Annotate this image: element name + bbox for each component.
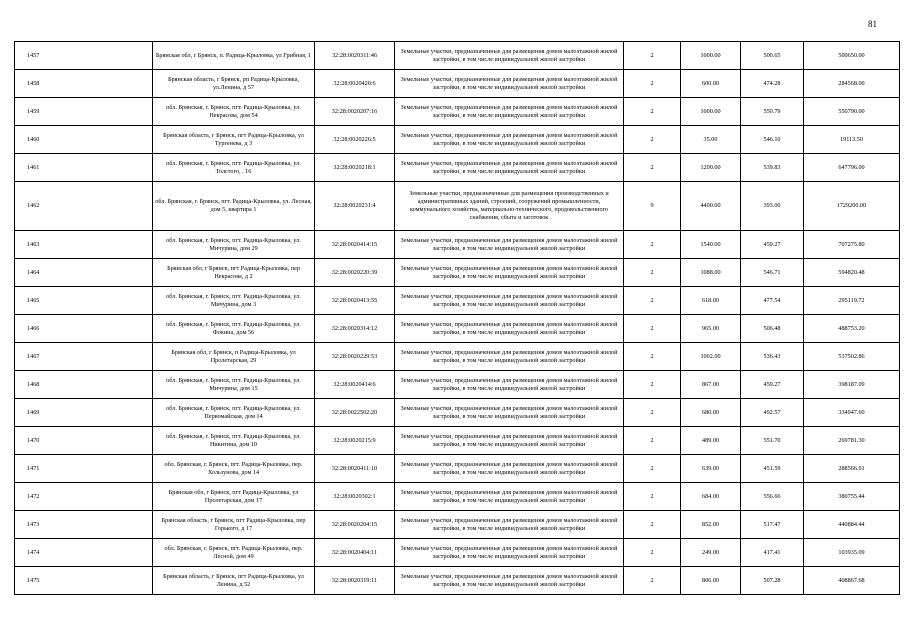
specific-value-cell: 451.59 [741,455,804,483]
group-cell: 2 [624,539,681,567]
land-use-cell: Земельные участки, предназначенные для размещения домов малоэтажной жилой застройки, в том числе индивидуальной жилой застройки [395,567,624,595]
specific-value-cell: 536.43 [741,343,804,371]
table-row [15,427,900,455]
group-cell: 2 [624,98,681,126]
cadastral-number-cell: 32:28:0020302:1 [315,483,395,511]
land-use-cell: Земельные участки, предназначенные для размещения домов малоэтажной жилой застройки, в том числе индивидуальной жилой застройки [395,315,624,343]
cadastral-value-cell: 269781.30 [804,427,900,455]
group-cell: 2 [624,315,681,343]
group-cell: 2 [624,231,681,259]
cadastral-number-cell: 32:28:0020420:6 [315,70,395,98]
area-cell: 1088.00 [681,259,741,287]
row-number: 1462 [15,182,153,231]
land-use-cell: Земельные участки, предназначенные для размещения домов малоэтажной жилой застройки, в том числе индивидуальной жилой застройки [395,511,624,539]
specific-value-cell: 477.54 [741,287,804,315]
table-row [15,371,900,399]
specific-value-cell: 551.70 [741,427,804,455]
specific-value-cell: 550.79 [741,98,804,126]
row-number: 1468 [15,371,153,399]
table-row [15,399,900,427]
row-number: 1469 [15,399,153,427]
cadastral-value-cell: 103935.09 [804,539,900,567]
land-use-cell: Земельные участки, предназначенные для размещения домов малоэтажной жилой застройки, в том числе индивидуальной жилой застройки [395,126,624,154]
land-use-cell: Земельные участки, предназначенные для размещения производственных и административных зданий, строений, сооружений промышленности, коммунального хозяйства, материально-технического, продовольственного снабжения, сбыта и заготовок [395,182,624,231]
cadastral-value-cell: 288566.01 [804,455,900,483]
land-use-cell: Земельные участки, предназначенные для размещения домов малоэтажной жилой застройки, в том числе индивидуальной жилой застройки [395,455,624,483]
row-number: 1458 [15,70,153,98]
cadastral-number-cell: 32:28:0020207:16 [315,98,395,126]
area-cell: 1002.00 [681,343,741,371]
land-use-cell: Земельные участки, предназначенные для размещения домов малоэтажной жилой застройки, в том числе индивидуальной жилой застройки [395,42,624,70]
cadastral-number-cell: 32:28:0020218:1 [315,154,395,182]
address-cell: обл. Брянская, г. Брянск, пгт. Радица-Крыловка, ул. Мичурина, дом 15 [153,371,315,399]
address-cell: обл. Брянская, г. Брянск, пгт. Радица-Крыловка, пер. Лесной, дом 49 [153,539,315,567]
land-use-cell: Земельные участки, предназначенные для размещения домов малоэтажной жилой застройки, в том числе индивидуальной жилой застройки [395,154,624,182]
table-row [15,511,900,539]
area-cell: 806.00 [681,567,741,595]
group-cell: 2 [624,483,681,511]
row-number: 1461 [15,154,153,182]
cadastral-value-cell: 500650.00 [804,42,900,70]
area-cell: 1540.00 [681,231,741,259]
cadastral-number-cell: 32:28:0022502:20 [315,399,395,427]
specific-value-cell: 393.00 [741,182,804,231]
row-number: 1465 [15,287,153,315]
cadastral-number-cell: 32:28:0020404:11 [315,539,395,567]
address-cell: обл. Брянская, г. Брянск, пгт. Радица-Крыловка, ул. Мичурина, дом 3 [153,287,315,315]
cadastral-number-cell: 32:28:0020215:9 [315,427,395,455]
group-cell: 9 [624,182,681,231]
specific-value-cell: 517.47 [741,511,804,539]
table-row [15,182,900,231]
address-cell: Брянская обл, г Брянск, пгт Радица-Крыловка, ул Пролетарская, дом 17 [153,483,315,511]
row-number: 1457 [15,42,153,70]
cadastral-number-cell: 32:28:0020414:6 [315,371,395,399]
land-use-cell: Земельные участки, предназначенные для размещения домов малоэтажной жилой застройки, в том числе индивидуальной жилой застройки [395,371,624,399]
area-cell: 618.00 [681,287,741,315]
address-cell: обл. Брянская, г. Брянск, пгт. Радица-Крыловка, ул. Никитина, дом 10 [153,427,315,455]
specific-value-cell: 459.27 [741,231,804,259]
address-cell: Брянская область, г Брянск, пгт Радица-Крыловка, ул Ленина, д 52 [153,567,315,595]
row-number: 1471 [15,455,153,483]
area-cell: 600.00 [681,70,741,98]
table-row [15,259,900,287]
specific-value-cell: 539.83 [741,154,804,182]
address-cell: Брянская обл, г Брянск, пгт Радица-Крыловка, пер Некрасова, д 2 [153,259,315,287]
group-cell: 2 [624,371,681,399]
row-number: 1473 [15,511,153,539]
cadastral-value-table [14,41,900,595]
cadastral-value-cell: 440884.44 [804,511,900,539]
specific-value-cell: 417.41 [741,539,804,567]
specific-value-cell: 500.65 [741,42,804,70]
land-use-cell: Земельные участки, предназначенные для размещения домов малоэтажной жилой застройки, в том числе индивидуальной жилой застройки [395,399,624,427]
cadastral-value-cell: 1729200.00 [804,182,900,231]
cadastral-number-cell: 32:28:0020413:55 [315,287,395,315]
cadastral-number-cell: 32:28:0020414:15 [315,231,395,259]
land-use-cell: Земельные участки, предназначенные для размещения домов малоэтажной жилой застройки, в том числе индивидуальной жилой застройки [395,287,624,315]
table-row [15,343,900,371]
specific-value-cell: 556.66 [741,483,804,511]
cadastral-value-cell: 398187.09 [804,371,900,399]
area-cell: 684.00 [681,483,741,511]
group-cell: 2 [624,70,681,98]
cadastral-value-cell: 284568.00 [804,70,900,98]
row-number: 1460 [15,126,153,154]
cadastral-value-cell: 550790.00 [804,98,900,126]
group-cell: 2 [624,126,681,154]
cadastral-number-cell: 32:28:0020220:39 [315,259,395,287]
row-number: 1464 [15,259,153,287]
group-cell: 2 [624,455,681,483]
cadastral-number-cell: 32:28:0020204:15 [315,511,395,539]
table-row [15,287,900,315]
area-cell: 249.00 [681,539,741,567]
table-row [15,567,900,595]
cadastral-value-cell: 408867.68 [804,567,900,595]
area-cell: 639.00 [681,455,741,483]
cadastral-number-cell: 32:28:0020226:5 [315,126,395,154]
land-use-cell: Земельные участки, предназначенные для размещения домов малоэтажной жилой застройки, в том числе индивидуальной жилой застройки [395,343,624,371]
cadastral-number-cell: 32:28:0020311:46 [315,42,395,70]
table-row [15,42,900,70]
group-cell: 2 [624,511,681,539]
area-cell: 965.00 [681,315,741,343]
cadastral-value-cell: 488753.20 [804,315,900,343]
cadastral-value-cell: 380755.44 [804,483,900,511]
group-cell: 2 [624,399,681,427]
cadastral-value-cell: 707275.80 [804,231,900,259]
address-cell: обл. Брянская, г. Брянск, пгт. Радица-Крыловка, ул. Толстого, . 16 [153,154,315,182]
table-body [15,42,900,595]
address-cell: обл. Брянская, г. Брянск, пгт. Радица-Крыловка, пер. Хользунова, дом 14 [153,455,315,483]
cadastral-number-cell: 32:28:0020411:10 [315,455,395,483]
land-use-cell: Земельные участки, предназначенные для размещения домов малоэтажной жилой застройки, в том числе индивидуальной жилой застройки [395,231,624,259]
table-row [15,231,900,259]
area-cell: 680.00 [681,399,741,427]
group-cell: 2 [624,343,681,371]
address-cell: обл. Брянская, г. Брянск, пгт. Радица-Крыловка, ул. Первомайская, дом 14 [153,399,315,427]
group-cell: 2 [624,154,681,182]
group-cell: 2 [624,259,681,287]
group-cell: 2 [624,567,681,595]
address-cell: обл. Брянская, г. Брянск, пгт. Радица-Крыловка, ул. Мичурина, дом 29 [153,231,315,259]
cadastral-number-cell: 32:28:0020314:12 [315,315,395,343]
table-row [15,455,900,483]
row-number: 1470 [15,427,153,455]
table-row [15,154,900,182]
table-row [15,98,900,126]
table-row [15,539,900,567]
cadastral-value-cell: 594820.48 [804,259,900,287]
land-use-cell: Земельные участки, предназначенные для размещения домов малоэтажной жилой застройки, в том числе индивидуальной жилой застройки [395,539,624,567]
address-cell: Брянская обл, г Брянск, п. Радица-Крыловка, ул Грибная, 1 [153,42,315,70]
group-cell: 2 [624,287,681,315]
area-cell: 1000.00 [681,98,741,126]
area-cell: 1000.00 [681,42,741,70]
area-cell: 489.00 [681,427,741,455]
row-number: 1475 [15,567,153,595]
cadastral-number-cell: 32:28:0020229:53 [315,343,395,371]
address-cell: Брянская область, г Брянск, пгт Радица-Крыловка, пер Горького, д 17 [153,511,315,539]
land-use-cell: Земельные участки, предназначенные для размещения домов малоэтажной жилой застройки, в том числе индивидуальной жилой застройки [395,259,624,287]
cadastral-value-cell: 19113.50 [804,126,900,154]
row-number: 1474 [15,539,153,567]
specific-value-cell: 507.28 [741,567,804,595]
specific-value-cell: 492.57 [741,399,804,427]
land-use-cell: Земельные участки, предназначенные для размещения домов малоэтажной жилой застройки, в том числе индивидуальной жилой застройки [395,427,624,455]
area-cell: 1200.00 [681,154,741,182]
specific-value-cell: 459.27 [741,371,804,399]
table-row [15,126,900,154]
area-cell: 867.00 [681,371,741,399]
cadastral-value-cell: 647796.00 [804,154,900,182]
cadastral-value-cell: 537502.86 [804,343,900,371]
cadastral-value-cell: 334947.60 [804,399,900,427]
cadastral-number-cell: 32:28:0020231:4 [315,182,395,231]
specific-value-cell: 546.71 [741,259,804,287]
row-number: 1472 [15,483,153,511]
group-cell: 2 [624,42,681,70]
cadastral-value-cell: 295119.72 [804,287,900,315]
land-use-cell: Земельные участки, предназначенные для размещения домов малоэтажной жилой застройки, в том числе индивидуальной жилой застройки [395,70,624,98]
address-cell: Брянская обл, г Брянск, п Радица-Крыловка, ул Пролетарская, 29 [153,343,315,371]
table-row [15,483,900,511]
row-number: 1459 [15,98,153,126]
address-cell: обл. Брянская, г. Брянск, пгт. Радица-Крыловка, ул. Фокина, дом 56 [153,315,315,343]
address-cell: обл. Брянская, г. Брянск, пгт. Радица-Крыловка, ул. Некрасова, дом 54 [153,98,315,126]
table-row [15,70,900,98]
row-number: 1463 [15,231,153,259]
specific-value-cell: 474.28 [741,70,804,98]
land-use-cell: Земельные участки, предназначенные для размещения домов малоэтажной жилой застройки, в том числе индивидуальной жилой застройки [395,483,624,511]
row-number: 1466 [15,315,153,343]
cadastral-number-cell: 32:28:0020319:11 [315,567,395,595]
address-cell: обл. Брянская, г. Брянск, пгт. Радица-Крыловка, ул. Лесная, дом 5, квартира 1 [153,182,315,231]
area-cell: 4400.00 [681,182,741,231]
specific-value-cell: 546.10 [741,126,804,154]
area-cell: 35.00 [681,126,741,154]
table-row [15,315,900,343]
address-cell: Брянская область, г Брянск, рп Радица-Крыловка, ул.Ленина, д 57 [153,70,315,98]
group-cell: 2 [624,427,681,455]
row-number: 1467 [15,343,153,371]
specific-value-cell: 506.48 [741,315,804,343]
area-cell: 852.00 [681,511,741,539]
land-use-cell: Земельные участки, предназначенные для размещения домов малоэтажной жилой застройки, в том числе индивидуальной жилой застройки [395,98,624,126]
address-cell: Брянская область, г Брянск, пгт Радица-Крыловка, ул Тургенева, д 3 [153,126,315,154]
page-number: 81 [868,19,877,29]
